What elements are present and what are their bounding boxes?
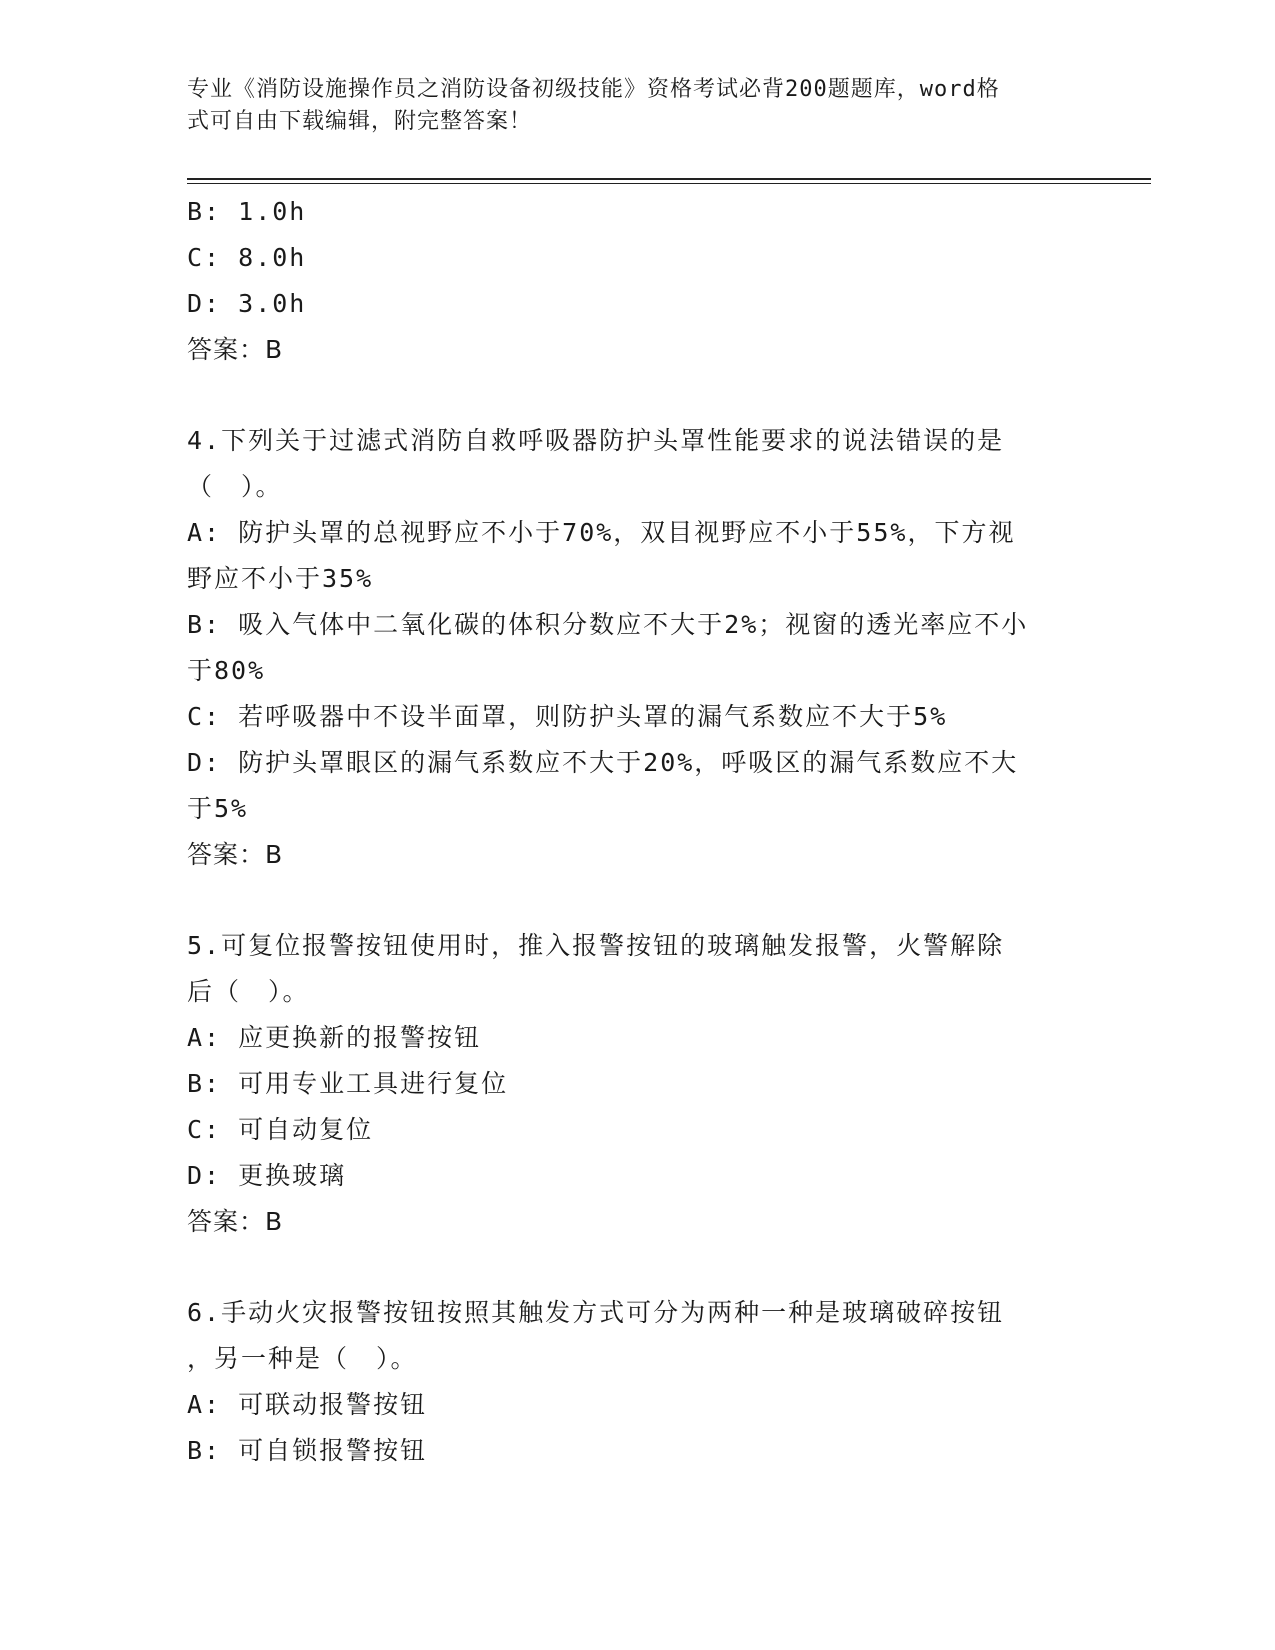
q3-answer: 答案：B bbox=[187, 335, 284, 364]
question-4 bbox=[187, 418, 1087, 878]
q4-answer: 答案：B bbox=[187, 840, 284, 869]
q4-option-b-line-2: 于80% bbox=[187, 656, 266, 685]
q6-stem-line-1: 6.手动火灾报警按钮按照其触发方式可分为两种一种是玻璃破碎按钮 bbox=[187, 1298, 1005, 1327]
header-title-line-2: 式可自由下载编辑，附完整答案！ bbox=[187, 109, 533, 134]
q5-option-a: A: 应更换新的报警按钮 bbox=[187, 1023, 482, 1052]
question-spacer bbox=[187, 878, 1087, 923]
q5-stem-line-2: 后（ ）。 bbox=[187, 977, 310, 1006]
header-divider-thin bbox=[187, 183, 1151, 184]
q5-option-c: C: 可自动复位 bbox=[187, 1115, 374, 1144]
q4-option-d-line-2: 于5% bbox=[187, 794, 249, 823]
q6-stem-line-2: ，另一种是（ ）。 bbox=[187, 1344, 418, 1373]
q6-option-b: B: 可自锁报警按钮 bbox=[187, 1436, 428, 1465]
q4-option-a-line-2: 野应不小于35% bbox=[187, 564, 374, 593]
q4-stem-line-1: 4.下列关于过滤式消防自救呼吸器防护头罩性能要求的说法错误的是 bbox=[187, 426, 1005, 455]
question-3-continued bbox=[187, 189, 1087, 373]
question-list bbox=[187, 189, 1087, 1474]
q4-option-c: C: 若呼吸器中不设半面罩，则防护头罩的漏气系数应不大于5% bbox=[187, 702, 948, 731]
q4-stem-line-2: （ ）。 bbox=[187, 472, 283, 501]
q5-option-d: D: 更换玻璃 bbox=[187, 1161, 347, 1190]
q3-option-b: B: 1.0h bbox=[187, 197, 307, 226]
question-spacer bbox=[187, 373, 1087, 418]
q5-option-b: B: 可用专业工具进行复位 bbox=[187, 1069, 509, 1098]
header-title-line-1: 专业《消防设施操作员之消防设备初级技能》资格考试必背200题题库，word格 bbox=[187, 77, 1000, 102]
q3-option-d: D: 3.0h bbox=[187, 289, 307, 318]
document-header bbox=[187, 74, 1077, 138]
q6-option-a: A: 可联动报警按钮 bbox=[187, 1390, 428, 1419]
question-6 bbox=[187, 1290, 1087, 1474]
q4-option-b-line-1: B: 吸入气体中二氧化碳的体积分数应不大于2%；视窗的透光率应不小 bbox=[187, 610, 1029, 639]
q4-option-a-line-1: A: 防护头罩的总视野应不小于70%，双目视野应不小于55%，下方视 bbox=[187, 518, 1016, 547]
header-divider-thick bbox=[187, 178, 1151, 180]
q3-option-c: C: 8.0h bbox=[187, 243, 307, 272]
question-spacer bbox=[187, 1245, 1087, 1290]
q5-answer: 答案：B bbox=[187, 1207, 284, 1236]
question-5 bbox=[187, 923, 1087, 1245]
q4-option-d-line-1: D: 防护头罩眼区的漏气系数应不大于20%，呼吸区的漏气系数应不大 bbox=[187, 748, 1019, 777]
q5-stem-line-1: 5.可复位报警按钮使用时，推入报警按钮的玻璃触发报警，火警解除 bbox=[187, 931, 1005, 960]
